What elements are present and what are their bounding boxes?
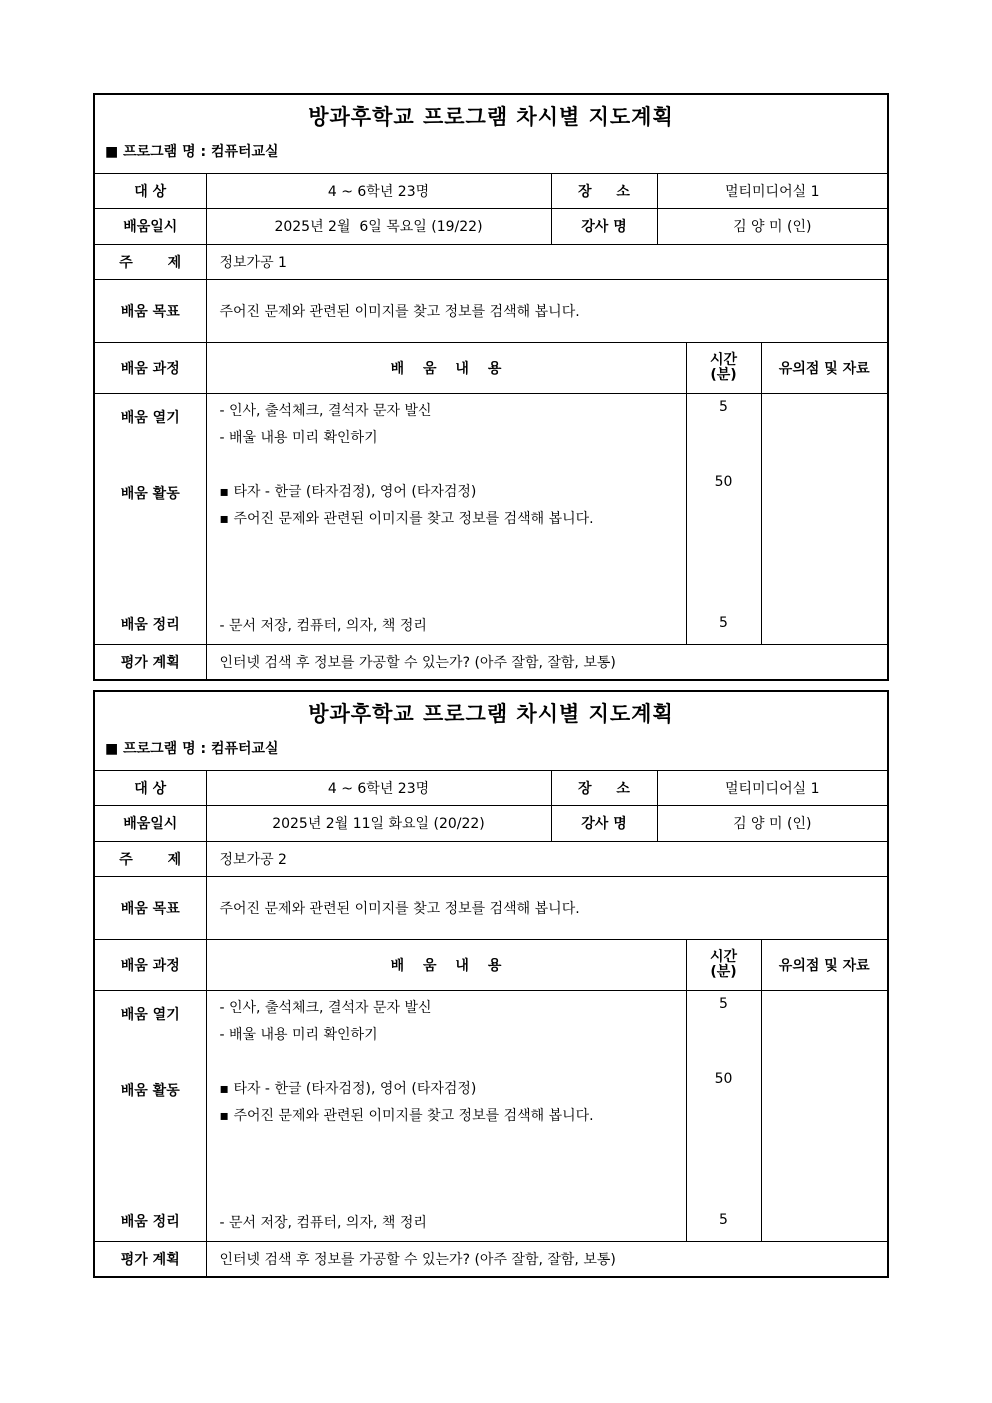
close-line: - 문서 저장, 컴퓨터, 의자, 책 정리: [219, 1214, 427, 1231]
date-value: 2025년 2월 11일 화요일 (20/22): [206, 805, 551, 841]
close-time: 5: [719, 1211, 728, 1228]
activity-line-1: ▪ 타자 - 한글 (타자검정), 영어 (타자검정): [219, 1080, 477, 1097]
stage-open-label: 배움 열기: [120, 1006, 180, 1023]
topic-value: 정보가공 1: [206, 244, 887, 279]
notes-column: [761, 393, 887, 644]
open-line-1: - 인사, 출석체크, 결석자 문자 발신: [219, 999, 432, 1016]
target-value: 4 ~ 6학년 23명: [206, 173, 551, 208]
lesson-plan-2: [93, 690, 889, 1278]
open-line-2: - 배울 내용 미리 확인하기: [219, 429, 378, 446]
activity-line-2: ▪ 주어진 문제와 관련된 이미지를 찾고 정보를 검색해 봅니다.: [219, 510, 594, 527]
close-line: - 문서 저장, 컴퓨터, 의자, 책 정리: [219, 617, 427, 634]
eval-value: 인터넷 검색 후 정보를 가공할 수 있는가? (아주 잘함, 잘함, 보통): [206, 1241, 887, 1276]
target-label: 대 상: [95, 770, 206, 805]
stage-close-label: 배움 정리: [120, 1213, 180, 1230]
date-value: 2025년 2월 6일 목요일 (19/22): [206, 208, 551, 244]
eval-label: 평가 계획: [95, 644, 206, 679]
stage-close-label: 배움 정리: [120, 616, 180, 633]
place-label: 장 소: [551, 770, 657, 805]
teacher-value: 김 양 미 (인): [657, 208, 887, 244]
content-column: [206, 393, 686, 644]
content-header: 배 움 내 용: [206, 939, 686, 990]
stage-activity-label: 배움 활동: [120, 1082, 180, 1099]
notes-header: 유의점 및 자료: [761, 342, 887, 393]
stage-open-label: 배움 열기: [120, 409, 180, 426]
stage-activity-label: 배움 활동: [120, 485, 180, 502]
process-label: 배움 과정: [95, 939, 206, 990]
plan-header: [95, 692, 887, 770]
date-label: 배움일시: [95, 208, 206, 244]
activity-time: 50: [714, 1070, 733, 1087]
process-label: 배움 과정: [95, 342, 206, 393]
content-header: 배 움 내 용: [206, 342, 686, 393]
stage-column: [95, 990, 206, 1241]
eval-label: 평가 계획: [95, 1241, 206, 1276]
activity-line-2: ▪ 주어진 문제와 관련된 이미지를 찾고 정보를 검색해 봅니다.: [219, 1107, 594, 1124]
time-header-line2: (분): [710, 963, 737, 980]
date-label: 배움일시: [95, 805, 206, 841]
goal-value: 주어진 문제와 관련된 이미지를 찾고 정보를 검색해 봅니다.: [206, 876, 887, 939]
open-time: 5: [719, 995, 728, 1012]
program-name: ■ 프로그램 명 : 컴퓨터교실: [105, 741, 279, 757]
open-line-2: - 배울 내용 미리 확인하기: [219, 1026, 378, 1043]
time-header-line2: (분): [710, 366, 737, 383]
time-header: [686, 939, 761, 990]
program-name: ■ 프로그램 명 : 컴퓨터교실: [105, 144, 279, 160]
activity-time: 50: [714, 473, 733, 490]
topic-value: 정보가공 2: [206, 841, 887, 876]
open-time: 5: [719, 398, 728, 415]
time-column: [686, 393, 761, 644]
time-header-line1: 시간: [709, 351, 738, 368]
place-value: 멀티미디어실 1: [657, 770, 887, 805]
place-label: 장 소: [551, 173, 657, 208]
plan-title: 방과후학교 프로그램 차시별 지도계획: [308, 702, 674, 726]
lesson-plan-1: [93, 93, 889, 681]
target-label: 대 상: [95, 173, 206, 208]
goal-label: 배움 목표: [95, 279, 206, 342]
target-value: 4 ~ 6학년 23명: [206, 770, 551, 805]
open-line-1: - 인사, 출석체크, 결석자 문자 발신: [219, 402, 432, 419]
eval-value: 인터넷 검색 후 정보를 가공할 수 있는가? (아주 잘함, 잘함, 보통): [206, 644, 887, 679]
plan-header: [95, 95, 887, 173]
time-header-line1: 시간: [709, 948, 738, 965]
plan-title: 방과후학교 프로그램 차시별 지도계획: [308, 105, 674, 129]
stage-column: [95, 393, 206, 644]
activity-line-1: ▪ 타자 - 한글 (타자검정), 영어 (타자검정): [219, 483, 477, 500]
teacher-value: 김 양 미 (인): [657, 805, 887, 841]
close-time: 5: [719, 614, 728, 631]
time-column: [686, 990, 761, 1241]
teacher-label: 강사 명: [551, 208, 657, 244]
notes-header: 유의점 및 자료: [761, 939, 887, 990]
goal-label: 배움 목표: [95, 876, 206, 939]
goal-value: 주어진 문제와 관련된 이미지를 찾고 정보를 검색해 봅니다.: [206, 279, 887, 342]
teacher-label: 강사 명: [551, 805, 657, 841]
topic-label: 주 제: [95, 841, 206, 876]
content-column: [206, 990, 686, 1241]
place-value: 멀티미디어실 1: [657, 173, 887, 208]
time-header: [686, 342, 761, 393]
topic-label: 주 제: [95, 244, 206, 279]
notes-column: [761, 990, 887, 1241]
